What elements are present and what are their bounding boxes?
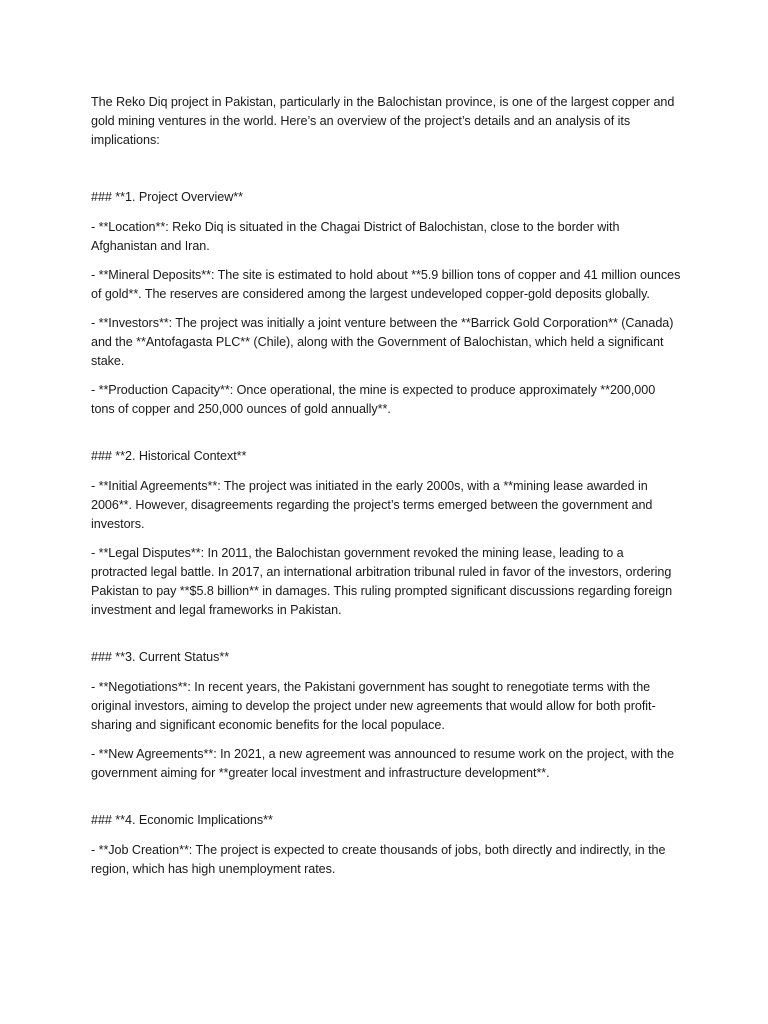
list-item: - **Legal Disputes**: In 2011, the Balochistan government revoked the mining lease, leading to a protracted legal battle. In 2017, an international arbitration tribunal ruled in favor of the investors, ordering Pakistan to pay **$5.8 billion** in damages. This ruling prompted significant discussions regarding foreign investment and legal frameworks in Pakistan. <box>91 546 673 617</box>
section-heading: ### **1. Project Overview** <box>91 190 243 204</box>
section-heading: ### **2. Historical Context** <box>91 449 247 463</box>
list-item: - **New Agreements**: In 2021, a new agreement was announced to resume work on the project, with the government aiming for **greater local investment and infrastructure development**. <box>91 747 675 780</box>
section-economic-implications <box>91 811 681 879</box>
intro-paragraph: The Reko Diq project in Pakistan, particularly in the Balochistan province, is one of the largest copper and gold mining ventures in the world. Here’s an overview of the project’s details and an analysis of its implications: <box>91 95 675 147</box>
list-item: - **Production Capacity**: Once operational, the mine is expected to produce approximately **200,000 tons of copper and 250,000 ounces of gold annually**. <box>91 383 656 416</box>
list-item: - **Job Creation**: The project is expected to create thousands of jobs, both directly and indirectly, in the region, which has high unemployment rates. <box>91 843 666 876</box>
list-item: - **Negotiations**: In recent years, the Pakistani government has sought to renegotiate terms with the original investors, aiming to develop the project under new agreements that would allow for both profit-sharing and significant economic benefits for the local populace. <box>91 680 656 732</box>
section-heading: ### **3. Current Status** <box>91 650 230 664</box>
document-page <box>91 93 681 907</box>
section-current-status <box>91 648 681 783</box>
section-heading: ### **4. Economic Implications** <box>91 813 273 827</box>
list-item: - **Location**: Reko Diq is situated in the Chagai District of Balochistan, close to the border with Afghanistan and Iran. <box>91 220 620 253</box>
list-item: - **Initial Agreements**: The project was initiated in the early 2000s, with a **mining lease awarded in 2006**. However, disagreements regarding the project’s terms emerged between the government and investors. <box>91 479 653 531</box>
list-item: - **Investors**: The project was initially a joint venture between the **Barrick Gold Corporation** (Canada) and the **Antofagasta PLC** (Chile), along with the Government of Balochistan, which held a significant stake. <box>91 316 674 368</box>
list-item: - **Mineral Deposits**: The site is estimated to hold about **5.9 billion tons of copper and 41 million ounces of gold**. The reserves are considered among the largest undeveloped copper-gold deposits globally. <box>91 268 681 301</box>
section-project-overview <box>91 188 681 419</box>
section-historical-context <box>91 447 681 620</box>
